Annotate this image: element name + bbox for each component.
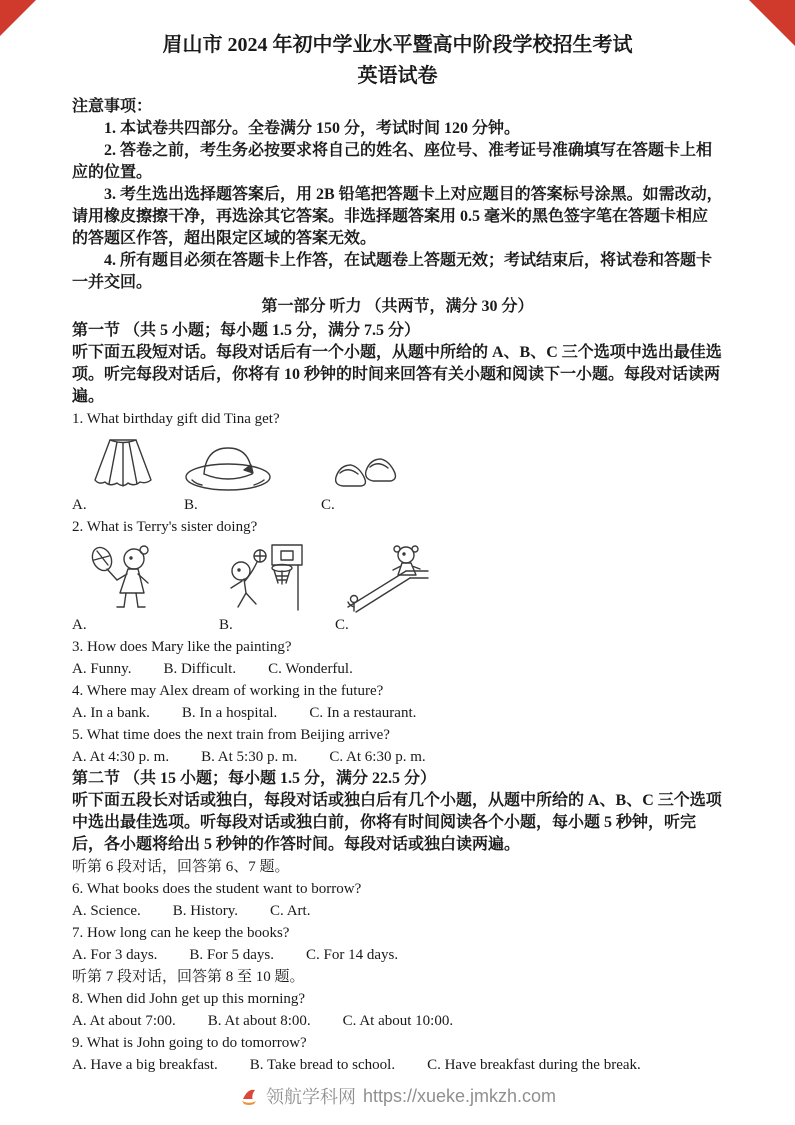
question-2-option-letters [72, 614, 723, 636]
question-1-text: 1. What birthday gift did Tina get? [72, 411, 280, 427]
sun-hat-image [182, 439, 274, 493]
q8-option-b: B. At about 8:00. [207, 1013, 311, 1029]
question-7-text: 7. How long can he keep the books? [72, 925, 290, 941]
q6-option-c: C. Art. [270, 903, 311, 919]
q2-option-letter-b: B. [219, 617, 233, 633]
question-5-text: 5. What time does the next train from Beijing arrive? [72, 727, 390, 743]
red-corner-mark-right [749, 0, 795, 46]
q7-option-a: A. For 3 days. [72, 947, 158, 963]
girl-playing-tennis-image [86, 543, 170, 613]
notice-item-3: 3. 考生选出选择题答案后，用 2B 铅笔把答题卡上对应题目的答案标号涂黑。如需改动，请用橡皮擦擦干净，再选涂其它答案。非选择题答案用 0.5 毫米的黑色签字笔在答题卡相应的答题区作答，超出限定区域的答案无效。 [72, 186, 723, 247]
q4-option-b: B. In a hospital. [181, 705, 278, 721]
question-3-options [72, 658, 723, 680]
q5-option-c: C. At 6:30 p. m. [329, 749, 426, 765]
xueke-site-logo-icon [239, 1086, 259, 1106]
question-5-options [72, 746, 723, 768]
question-6-text: 6. What books does the student want to borrow? [72, 881, 362, 897]
q9-option-a: A. Have a big breakfast. [72, 1057, 218, 1073]
notice-item-2: 2. 答卷之前，考生务必按要求将自己的姓名、座位号、准考证号准确填写在答题卡上相应的位置。 [72, 142, 713, 181]
q2-option-letter-a: A. [72, 617, 87, 633]
notice-heading: 注意事项： [72, 98, 153, 115]
question-8-options [72, 1010, 723, 1032]
watermark-site-url: https://xueke.jmkzh.com [362, 1085, 557, 1106]
question-7-options [72, 944, 723, 966]
girl-on-slide-image [344, 543, 432, 613]
q1-option-letter-a: A. [72, 497, 87, 513]
q4-option-c: C. In a restaurant. [309, 705, 417, 721]
exam-title: 眉山市 2024 年初中学业水平暨高中阶段学校招生考试 [162, 34, 633, 56]
question-4-text: 4. Where may Alex dream of working in the future? [72, 683, 384, 699]
q5-option-a: A. At 4:30 p. m. [72, 749, 170, 765]
question-8-text: 8. When did John get up this morning? [72, 991, 306, 1007]
q9-option-b: B. Take bread to school. [249, 1057, 396, 1073]
question-2-images [72, 541, 723, 613]
q2-option-letter-c: C. [335, 617, 349, 633]
question-3-text: 3. How does Mary like the painting? [72, 639, 292, 655]
watermark-site-name: 领航学科网 [265, 1087, 356, 1107]
watermark [0, 1083, 795, 1109]
boy-playing-basketball-image [216, 543, 308, 613]
q1-option-letter-b: B. [184, 497, 198, 513]
section1-instructions: 听下面五段短对话。每段对话后有一个小题，从题中所给的 A、B、C 三个选项中选出最佳选项。听完每段对话后，你将有 10 秒钟的时间来回答有关小题和阅读下一小题。每段对话读两遍。 [72, 344, 722, 405]
q4-option-a: A. In a bank. [72, 705, 150, 721]
question-4-options [72, 702, 723, 724]
q9-option-c: C. Have breakfast during the break. [427, 1057, 641, 1073]
q3-option-c: C. Wonderful. [268, 661, 353, 677]
dialog-7-lead: 听第 7 段对话，回答第 8 至 10 题。 [72, 969, 305, 985]
skirt-image [84, 435, 162, 493]
q8-option-c: C. At about 10:00. [342, 1013, 454, 1029]
notice-item-4: 4. 所有题目必须在答题卡上作答，在试题卷上答题无效；考试结束后，将试卷和答题卡一并交回。 [72, 252, 713, 291]
part1-heading: 第一部分 听力 （共两节，满分 30 分） [261, 298, 534, 315]
q1-option-letter-c: C. [321, 497, 335, 513]
dialog-6-lead: 听第 6 段对话，回答第 6、7 题。 [72, 859, 290, 875]
q3-option-a: A. Funny. [72, 661, 132, 677]
section2-heading: 第二节 （共 15 小题；每小题 1.5 分，满分 22.5 分） [72, 770, 437, 787]
q7-option-b: B. For 5 days. [189, 947, 275, 963]
notice-item-1: 1. 本试卷共四部分。全卷满分 150 分，考试时间 120 分钟。 [104, 120, 521, 137]
q6-option-b: B. History. [172, 903, 239, 919]
sandals-image [328, 447, 404, 493]
question-2-text: 2. What is Terry's sister doing? [72, 519, 258, 535]
question-9-text: 9. What is John going to do tomorrow? [72, 1035, 307, 1051]
question-9-options [72, 1054, 723, 1076]
q7-option-c: C. For 14 days. [306, 947, 399, 963]
q3-option-b: B. Difficult. [163, 661, 237, 677]
question-6-options [72, 900, 723, 922]
exam-subtitle: 英语试卷 [357, 65, 438, 87]
q5-option-b: B. At 5:30 p. m. [201, 749, 298, 765]
question-1-option-letters [72, 494, 723, 516]
section1-heading: 第一节 （共 5 小题；每小题 1.5 分，满分 7.5 分） [72, 322, 421, 339]
q8-option-a: A. At about 7:00. [72, 1013, 176, 1029]
section2-instructions: 听下面五段长对话或独白，每段对话或独白后有几个小题，从题中所给的 A、B、C 三个选项中选出最佳选项。听每段对话或独白前，你将有时间阅读各个小题，每小题 5 秒钟，听完后，各小题将给出 5 秒钟的作答时间。每段对话或独白读两遍。 [72, 792, 722, 853]
q6-option-a: A. Science. [72, 903, 141, 919]
red-corner-mark-left [0, 0, 36, 36]
question-1-images [72, 433, 723, 493]
